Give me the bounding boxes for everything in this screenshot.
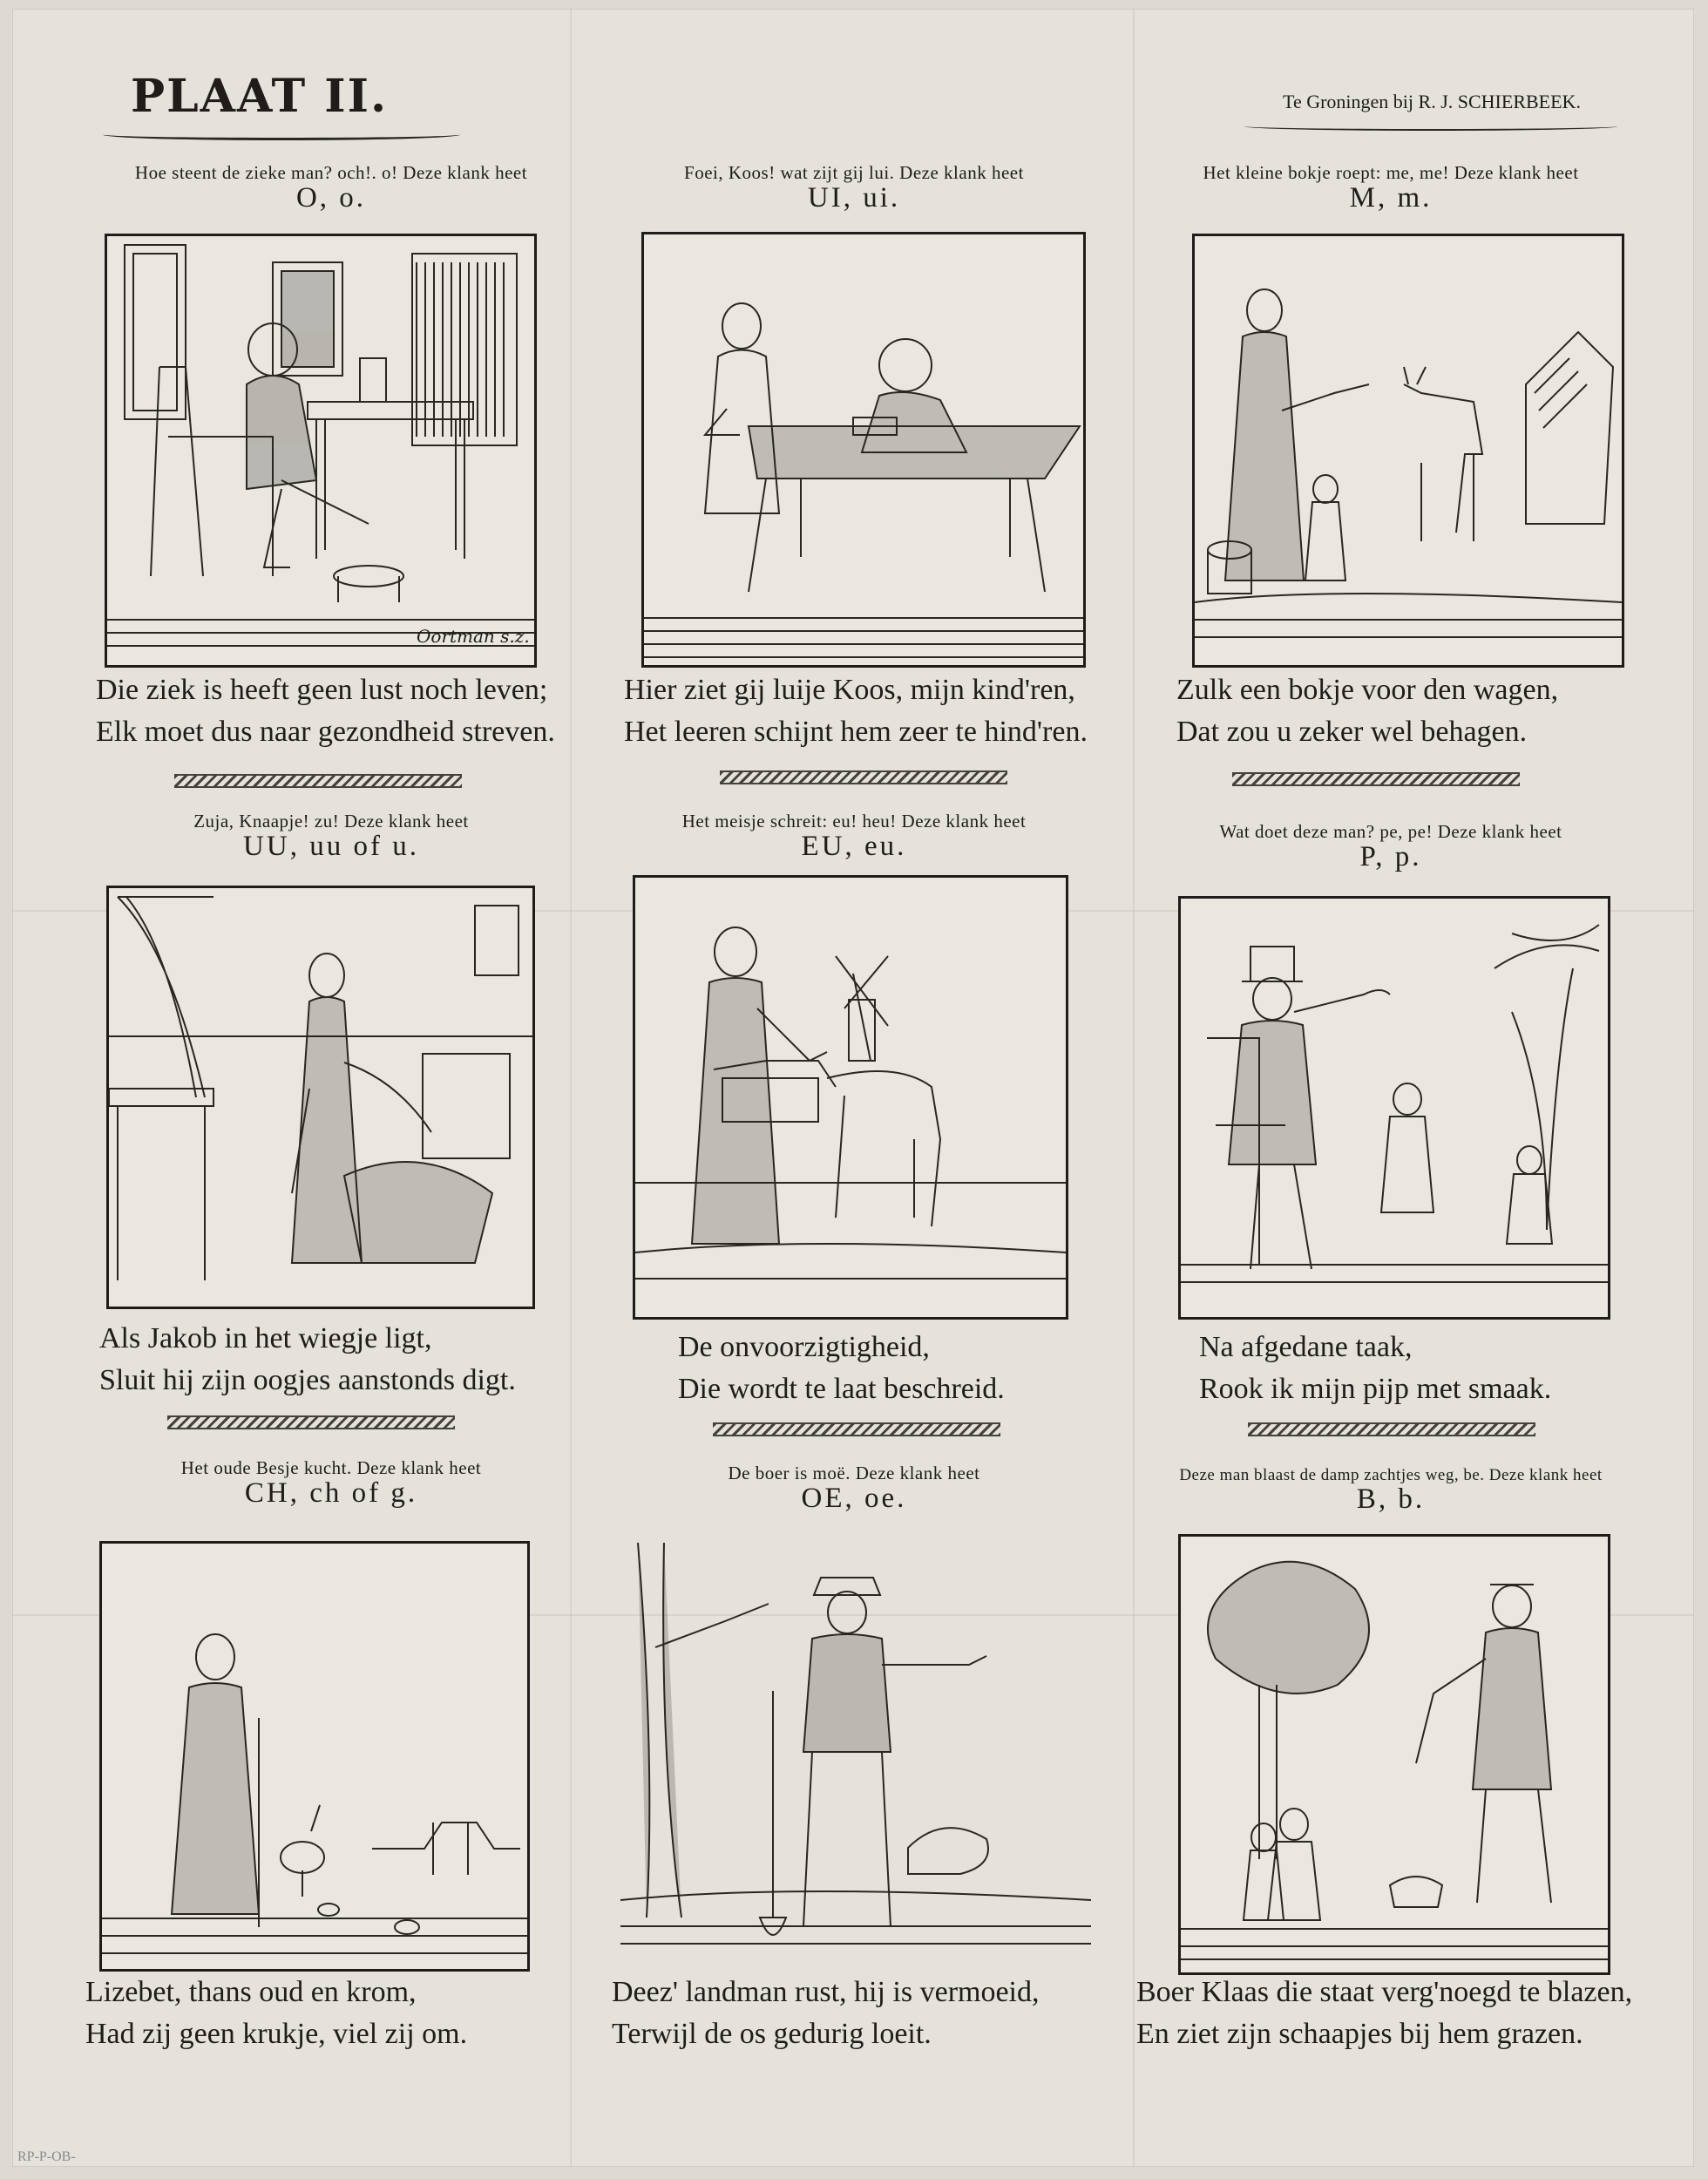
- plate-title: PLAAT II.: [131, 70, 389, 123]
- sick-man-illustration: [105, 234, 537, 668]
- fold-line: [570, 9, 572, 2167]
- cell-prompt: Het meisje schreit: eu! heu! Deze klank heet: [681, 811, 1027, 832]
- cell-letters: M, m.: [1349, 182, 1433, 214]
- cell-prompt: Hoe steent de zieke man? och!. o! Deze klank heet: [134, 162, 528, 183]
- cell-prompt: Wat doet deze man? pe, pe! Deze klank heet: [1219, 821, 1562, 842]
- cell-letters: CH, ch of g.: [244, 1477, 418, 1509]
- verse-line: Die wordt te laat beschreid.: [678, 1373, 1005, 1405]
- verse-line: Die ziek is heeft geen lust noch leven;: [96, 674, 548, 706]
- cell-letters: P, p.: [1359, 841, 1422, 872]
- verse-line: Zulk een bokje voor den wagen,: [1176, 674, 1559, 706]
- cell-prompt: Zuja, Knaapje! zu! Deze klank heet: [193, 811, 469, 832]
- cell-letters: OE, oe.: [801, 1483, 907, 1514]
- cell-b: [1129, 1466, 1652, 1516]
- cell-letters: UU, uu of u.: [243, 831, 419, 862]
- cell-uu: [70, 811, 593, 863]
- pipe-smoker-illustration: [1178, 896, 1610, 1320]
- verse-line: Terwijl de os gedurig loeit.: [612, 2018, 932, 2050]
- cell-ch: [70, 1457, 593, 1510]
- engraver-signature: Oortman s.z.: [417, 626, 530, 647]
- cell-prompt: Het oude Besje kucht. Deze klank heet: [180, 1457, 482, 1478]
- verse-line: En ziet zijn schaapjes bij hem grazen.: [1136, 2018, 1583, 2050]
- ornament-divider: [167, 1415, 455, 1429]
- cell-letters: EU, eu.: [801, 831, 907, 862]
- cell-p: [1129, 821, 1652, 873]
- old-woman-illustration: [99, 1541, 530, 1972]
- verse-line: Deez' landman rust, hij is vermoeid,: [612, 1976, 1040, 2008]
- verse-line: Als Jakob in het wiegje ligt,: [99, 1322, 432, 1354]
- verse-line: Lizebet, thans oud en krom,: [85, 1976, 417, 2008]
- verse-line: De onvoorzigtigheid,: [678, 1331, 930, 1363]
- fold-line: [1133, 9, 1135, 2167]
- margin-note: RP-P-OB-: [17, 2149, 76, 2164]
- verse-line: Het leeren schijnt hem zeer te hind'ren.: [624, 716, 1088, 748]
- verse-line: Rook ik mijn pijp met smaak.: [1199, 1373, 1552, 1405]
- title-rule: [103, 129, 460, 140]
- verse-line: Boer Klaas die staat verg'noegd te blazen,: [1136, 1976, 1633, 2008]
- cell-letters: B, b.: [1356, 1483, 1426, 1515]
- ornament-divider: [1232, 772, 1520, 786]
- farmer-blowing-illustration: [1178, 1534, 1610, 1975]
- cell-prompt: Deze man blaast de damp zachtjes weg, be. Deze klank heet: [1179, 1466, 1603, 1484]
- crying-girl-illustration: [633, 875, 1068, 1320]
- cell-ui: [593, 162, 1115, 214]
- verse-line: Had zij geen krukje, viel zij om.: [85, 2018, 468, 2050]
- goat-illustration: [1192, 234, 1624, 668]
- verse-line: Sluit hij zijn oogjes aanstonds digt.: [99, 1364, 516, 1396]
- publisher-line: Te Groningen bij R. J. SCHIERBEEK.: [1283, 91, 1581, 112]
- publisher-rule: [1244, 122, 1617, 131]
- ornament-divider: [720, 770, 1007, 784]
- lazy-boy-illustration: [641, 232, 1086, 668]
- farmer-illustration: [620, 1534, 1091, 1963]
- ornament-divider: [1248, 1422, 1535, 1436]
- verse-line: Dat zou u zeker wel behagen.: [1176, 716, 1528, 748]
- cell-m: [1129, 162, 1652, 214]
- verse-line: Na afgedane taak,: [1199, 1331, 1413, 1363]
- cell-prompt: Het kleine bokje roept: me, me! Deze klank heet: [1203, 162, 1579, 183]
- cell-oe: [593, 1463, 1115, 1515]
- verse-line: Hier ziet gij luije Koos, mijn kind'ren,: [624, 674, 1075, 706]
- cell-letters: O, o.: [295, 182, 367, 214]
- cell-eu: [593, 811, 1115, 863]
- cell-o: [70, 162, 593, 214]
- ornament-divider: [174, 774, 462, 788]
- cradle-illustration: [106, 886, 535, 1309]
- cell-prompt: De boer is moë. Deze klank heet: [728, 1463, 980, 1483]
- verse-line: Elk moet dus naar gezondheid streven.: [96, 716, 555, 748]
- cell-letters: UI, ui.: [807, 182, 901, 214]
- ornament-divider: [713, 1422, 1000, 1436]
- cell-prompt: Foei, Koos! wat zijt gij lui. Deze klank heet: [684, 162, 1024, 183]
